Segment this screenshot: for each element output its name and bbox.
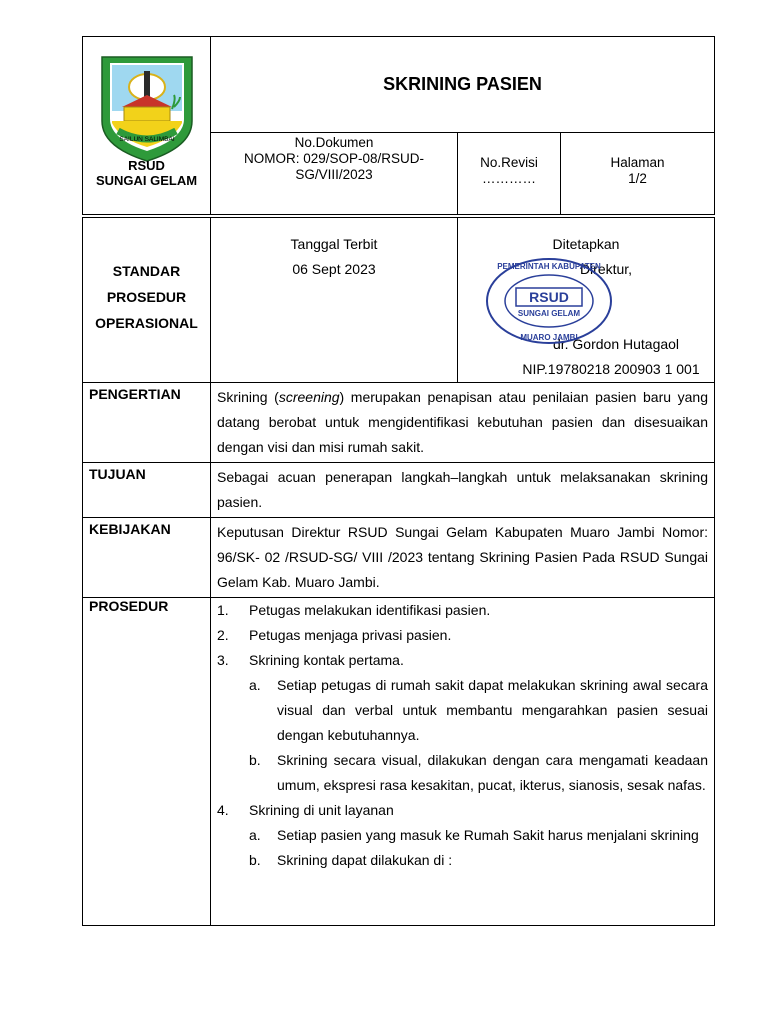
director-title: Direktur, bbox=[579, 261, 633, 277]
page-value: 1/2 bbox=[628, 171, 647, 186]
step-number: 3. bbox=[217, 652, 229, 668]
step-text: Skrining di unit layanan bbox=[249, 802, 394, 818]
substep-letter: a. bbox=[249, 827, 261, 843]
list-item bbox=[249, 748, 714, 798]
list-item bbox=[211, 598, 714, 623]
stamp-sub-text: SUNGAI GELAM bbox=[517, 309, 581, 318]
step-number: 1. bbox=[217, 602, 229, 618]
issue-date-label: Tanggal Terbit bbox=[290, 236, 378, 252]
prosedur-content bbox=[211, 598, 715, 926]
official-stamp bbox=[484, 256, 614, 346]
list-item bbox=[211, 648, 714, 673]
substep-text: Setiap pasien yang masuk ke Rumah Sakit harus menjalani skrining bbox=[277, 827, 699, 843]
substep-text: Skrining secara visual, dilakukan dengan cara mengamati keadaan umum, ekspresi rasa kesakitan, pucat, ikterus, sianosis, sesak nafas. bbox=[277, 752, 708, 793]
sop-document bbox=[82, 36, 714, 926]
doc-number-cell bbox=[211, 133, 458, 215]
substep-text: Setiap petugas di rumah sakit dapat melakukan skrining awal secara visual dan verbal untuk membantu mengarahkan pasien sesuai dengan kebutuhannya. bbox=[277, 677, 708, 743]
logo-banner-text: SAILUN SALIMBAI bbox=[118, 136, 175, 143]
prosedur-label: PROSEDUR bbox=[83, 598, 211, 926]
substep-letter: a. bbox=[249, 677, 261, 693]
prosedur-sublist-4 bbox=[249, 823, 714, 873]
step-text: Petugas melakukan identifikasi pasien. bbox=[249, 602, 491, 618]
list-item bbox=[249, 673, 714, 748]
pengertian-post: ) merupakan penapisan atau penilaian pasien baru yang datang berobat untuk mengidentifikasi kebutuhan pasien dan disesuaikan dengan visi dan misi rumah sakit. bbox=[217, 389, 708, 455]
signer-nip: NIP.19780218 200903 1 001 bbox=[522, 361, 700, 377]
document-title: SKRINING PASIEN bbox=[211, 37, 715, 133]
tujuan-text: Sebagai acuan penerapan langkah–langkah untuk melaksanakan skrining pasien. bbox=[211, 463, 715, 518]
list-item bbox=[211, 623, 714, 648]
hospital-logo bbox=[94, 51, 200, 163]
revision-value: ………… bbox=[482, 171, 536, 186]
revision-label: No.Revisi bbox=[480, 155, 538, 170]
revision-cell bbox=[458, 133, 561, 215]
step-number: 2. bbox=[217, 627, 229, 643]
body-table bbox=[82, 217, 715, 926]
signer-name: dr. Gordon Hutagaol bbox=[552, 336, 680, 352]
approval-cell bbox=[458, 218, 715, 383]
hospital-name-line2: SUNGAI GELAM bbox=[95, 173, 198, 188]
step-text: Petugas menjaga privasi pasien. bbox=[249, 627, 452, 643]
prosedur-sublist-3 bbox=[249, 673, 714, 798]
sop-label-line3: OPERASIONAL bbox=[95, 315, 198, 331]
issue-date-value: 06 Sept 2023 bbox=[292, 261, 376, 277]
pengertian-label: PENGERTIAN bbox=[83, 383, 211, 463]
substep-text: Skrining dapat dilakukan di : bbox=[277, 852, 453, 868]
page-label: Halaman bbox=[610, 155, 665, 170]
stamp-top-text: PEMERINTAH KABUPATEN bbox=[497, 262, 601, 271]
stamp-bottom-text: MUARO JAMBI bbox=[520, 333, 578, 342]
kebijakan-label: KEBIJAKAN bbox=[83, 518, 211, 598]
doc-number-label: No.Dokumen bbox=[294, 135, 374, 150]
kebijakan-text: Keputusan Direktur RSUD Sungai Gelam Kabupaten Muaro Jambi Nomor: 96/SK- 02 /RSUD-SG/ VIII /2023 tentang Skrining Pasien Pada RSUD Sungai Gelam Kab. Muaro Jambi. bbox=[211, 518, 715, 598]
substep-letter: b. bbox=[249, 752, 261, 768]
pengertian-text bbox=[211, 383, 715, 463]
list-item bbox=[249, 823, 714, 848]
list-item bbox=[211, 798, 714, 823]
prosedur-list bbox=[211, 598, 714, 673]
header-table bbox=[82, 36, 715, 215]
issue-date-cell bbox=[211, 218, 458, 383]
step-text: Skrining kontak pertama. bbox=[249, 652, 404, 668]
list-item bbox=[249, 848, 714, 873]
hospital-name-line1: RSUD bbox=[128, 158, 165, 173]
logo-cell bbox=[83, 37, 211, 215]
approval-label: Ditetapkan bbox=[552, 236, 620, 252]
sop-label-line2: PROSEDUR bbox=[106, 289, 187, 305]
substep-letter: b. bbox=[249, 852, 261, 868]
sop-label bbox=[83, 218, 211, 383]
pengertian-italic: screening bbox=[278, 389, 340, 405]
stamp-mid-text: RSUD bbox=[529, 289, 569, 305]
page-cell bbox=[561, 133, 715, 215]
tujuan-label: TUJUAN bbox=[83, 463, 211, 518]
doc-number-value: NOMOR: 029/SOP-08/RSUD-SG/VIII/2023 bbox=[243, 151, 425, 182]
sop-label-line1: STANDAR bbox=[112, 263, 181, 279]
prosedur-list-cont bbox=[211, 798, 714, 823]
step-number: 4. bbox=[217, 802, 229, 818]
pengertian-pre: Skrining ( bbox=[217, 389, 279, 405]
